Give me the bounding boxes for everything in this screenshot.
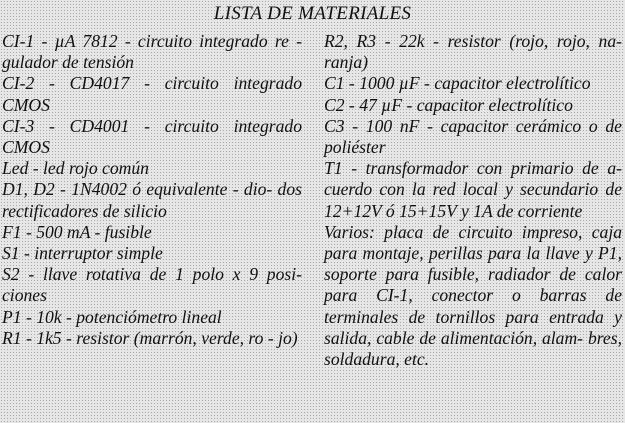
list-item: R1 - 1k5 - resistor (marrón, verde, ro - jo) (2, 327, 298, 348)
list-item: CI-3 - CD4001 - circuito integrado CMOS (2, 115, 302, 158)
list-item: T1 - transformador con primario de a- cuerdo con la red local y secundario de 12+12V ó 15+15V y 1A de corriente (324, 158, 622, 221)
list-item: P1 - 10k - potenciómetro lineal (2, 306, 222, 327)
right-column (324, 31, 622, 370)
list-item: R2, R3 - 22k - resistor (rojo, rojo, na- ranja) (324, 31, 622, 73)
list-item: Varios: placa de circuito impreso, caja para montaje, perillas para la llave y P1, soporte para fusible, radiador de calor para CI-1, conector o barras de terminales de tornillos para entrada y salida, cable de alimentación, alam- bres, soldadura, etc. (324, 221, 622, 370)
list-item: D1, D2 - 1N4002 ó equivalente - dio- dos rectificadores de silicio (2, 179, 302, 221)
list-item: S1 - interruptor simple (2, 243, 163, 264)
left-column (2, 31, 302, 349)
list-item: F1 - 500 mA - fusible (2, 221, 152, 242)
list-item: CI-2 - CD4017 - circuito integrado CMOS (2, 73, 302, 115)
materials-list-title: LISTA DE MATERIALES (213, 3, 412, 24)
list-item: S2 - llave rotativa de 1 polo x 9 posi- ciones (2, 264, 302, 306)
list-item: C2 - 47 µF - capacitor electrolítico (324, 94, 573, 115)
list-item: CI-1 - µA 7812 - circuito integrado re - gulador de tensión (2, 31, 302, 73)
list-item: Led - led rojo común (2, 158, 149, 179)
list-item: C1 - 1000 µF - capacitor electrolítico (324, 73, 591, 94)
list-item: C3 - 100 nF - capacitor cerámico o de poliéster (324, 115, 622, 158)
